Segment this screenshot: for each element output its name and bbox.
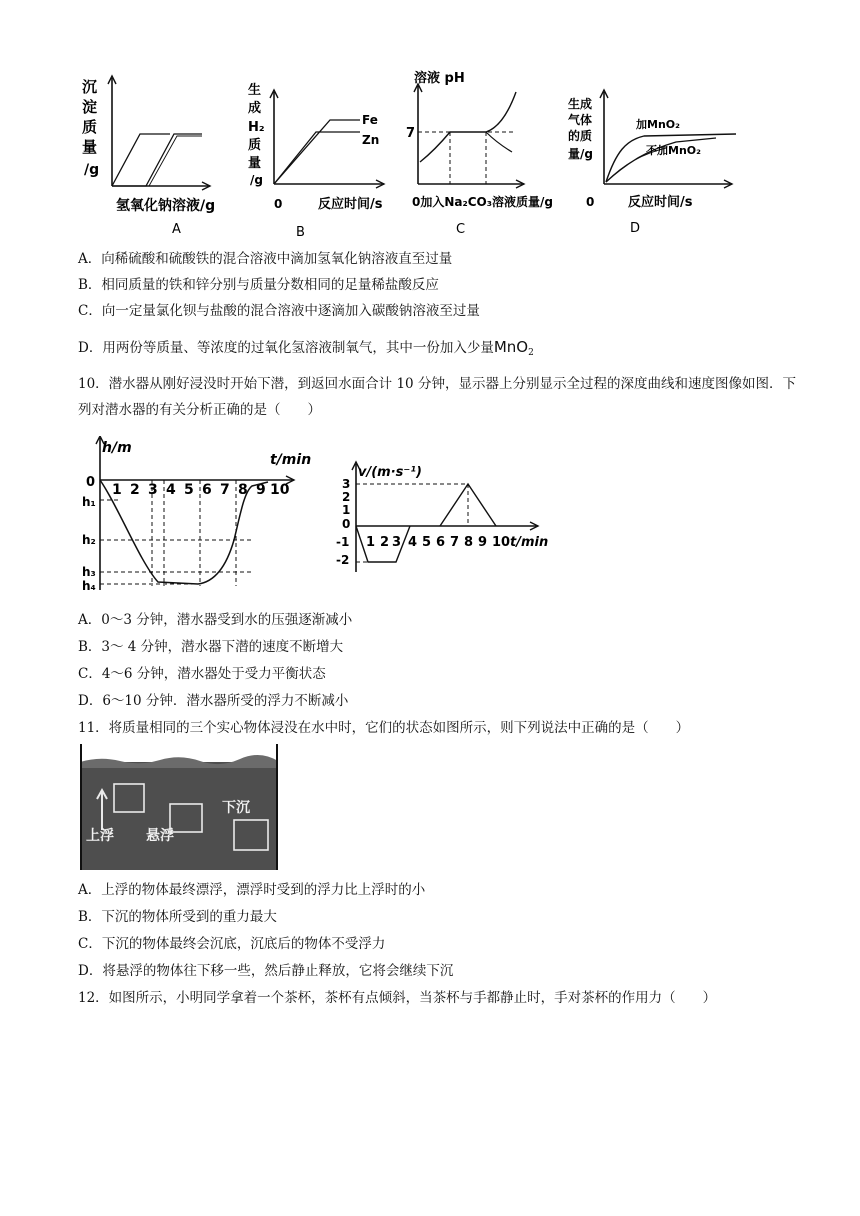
svg-text:5: 5 bbox=[184, 482, 194, 498]
q11-stem: 11．将质量相同的三个实心物体浸没在水中时，它们的状态如图所示，则下列说法中正确的是（ ） bbox=[78, 720, 690, 736]
svg-text:反应时间/s: 反应时间/s bbox=[628, 195, 693, 210]
q9-option-a: A．向稀硫酸和硫酸铁的混合溶液中滴加氢氧化钠溶液直至过量 bbox=[78, 251, 453, 267]
svg-text:h₂: h₂ bbox=[82, 533, 96, 547]
svg-text:2: 2 bbox=[342, 490, 351, 504]
q11-option-c: C．下沉的物体最终会沉底，沉底后的物体不受浮力 bbox=[78, 936, 386, 952]
svg-text:/g: /g bbox=[84, 162, 100, 178]
label-suspend: 悬浮 bbox=[146, 828, 174, 844]
svg-text:v/(m·s⁻¹): v/(m·s⁻¹) bbox=[358, 465, 422, 480]
ph-curve bbox=[420, 92, 516, 162]
svg-text:-1: -1 bbox=[336, 535, 350, 549]
q12-stem: 12．如图所示，小明同学拿着一个茶杯，茶杯有点倾斜，当茶杯与手都静止时，手对茶杯的作用力（ ） bbox=[78, 990, 717, 1006]
svg-text:质: 质 bbox=[248, 138, 262, 153]
q10-depth-graph bbox=[78, 436, 324, 596]
q9-option-b: B．相同质量的铁和锌分别与质量分数相同的足量稀盐酸反应 bbox=[78, 277, 439, 293]
svg-text:生成: 生成 bbox=[568, 97, 593, 111]
svg-text:4: 4 bbox=[166, 482, 176, 498]
q9-option-d: D．用两份等质量、等浓度的过氧化氢溶液制氧气，其中一份加入少量MnO$_2$ bbox=[78, 338, 534, 358]
svg-text:反应时间/s: 反应时间/s bbox=[318, 197, 383, 212]
svg-text:10: 10 bbox=[270, 482, 290, 498]
svg-text:h₁: h₁ bbox=[82, 495, 96, 509]
q11-option-a: A．上浮的物体最终漂浮，漂浮时受到的浮力比上浮时的小 bbox=[78, 882, 426, 898]
svg-text:成: 成 bbox=[248, 101, 262, 116]
svg-text:3: 3 bbox=[342, 477, 351, 491]
svg-text:H₂: H₂ bbox=[248, 120, 265, 135]
caption-a: A bbox=[172, 222, 181, 237]
svg-text:溶液 pH: 溶液 pH bbox=[414, 71, 465, 86]
svg-text:2: 2 bbox=[130, 482, 140, 498]
q10-option-b: B．3～ 4 分钟，潜水器下潜的速度不断增大 bbox=[78, 639, 344, 655]
svg-text:量: 量 bbox=[248, 156, 262, 171]
svg-text:4: 4 bbox=[408, 535, 418, 550]
ylabel-a: 沉 bbox=[82, 78, 98, 96]
svg-text:D: D bbox=[630, 221, 641, 236]
svg-text:7: 7 bbox=[450, 535, 460, 550]
svg-text:1: 1 bbox=[112, 482, 122, 498]
svg-text:0: 0 bbox=[586, 195, 595, 209]
svg-text:5: 5 bbox=[422, 535, 432, 550]
q11-option-d: D．将悬浮的物体往下移一些，然后静止释放，它将会继续下沉 bbox=[78, 963, 454, 979]
svg-text:Zn: Zn bbox=[362, 133, 380, 147]
q10-velocity-graph bbox=[328, 456, 564, 576]
xlabel-a: 氢氧化钠溶液/g bbox=[116, 198, 216, 214]
water bbox=[80, 762, 278, 870]
svg-text:Fe: Fe bbox=[362, 113, 378, 127]
svg-text:8: 8 bbox=[238, 482, 248, 498]
q9-graph-d bbox=[566, 78, 742, 240]
svg-text:7: 7 bbox=[220, 482, 230, 498]
q9-option-c: C．向一定量氯化钡与盐酸的混合溶液中逐滴加入碳酸钠溶液至过量 bbox=[78, 303, 480, 319]
svg-text:9: 9 bbox=[478, 535, 488, 550]
svg-text:1: 1 bbox=[342, 503, 351, 517]
svg-text:7: 7 bbox=[406, 126, 416, 141]
svg-text:h₄: h₄ bbox=[82, 579, 96, 593]
svg-text:3: 3 bbox=[392, 535, 402, 550]
q9-graph-c bbox=[404, 70, 568, 240]
q9-graph-b bbox=[244, 76, 394, 240]
svg-text:0: 0 bbox=[342, 517, 351, 531]
svg-text:h₃: h₃ bbox=[82, 565, 96, 579]
svg-text:0加入Na₂CO₃溶液质量/g: 0加入Na₂CO₃溶液质量/g bbox=[412, 195, 553, 209]
q10-option-c: C．4～6 分钟，潜水器处于受力平衡状态 bbox=[78, 666, 326, 682]
svg-text:1: 1 bbox=[366, 535, 376, 550]
svg-text:B: B bbox=[296, 225, 305, 240]
svg-text:生: 生 bbox=[248, 83, 262, 98]
curve-mno2 bbox=[606, 134, 736, 182]
svg-text:/g: /g bbox=[250, 173, 263, 187]
svg-text:6: 6 bbox=[202, 482, 212, 498]
curve-fe bbox=[274, 120, 360, 184]
svg-text:质: 质 bbox=[82, 118, 98, 136]
svg-text:t/min: t/min bbox=[270, 452, 312, 468]
svg-text:t/min: t/min bbox=[510, 535, 549, 550]
svg-text:加MnO₂: 加MnO₂ bbox=[636, 118, 680, 131]
svg-text:的质: 的质 bbox=[568, 129, 593, 143]
svg-text:6: 6 bbox=[436, 535, 446, 550]
svg-text:不加MnO₂: 不加MnO₂ bbox=[646, 144, 701, 157]
svg-text:9: 9 bbox=[256, 482, 266, 498]
q10-option-a: A．0～3 分钟，潜水器受到水的压强逐渐减小 bbox=[78, 612, 353, 628]
svg-text:0: 0 bbox=[86, 475, 96, 490]
q11-water-tank-figure bbox=[80, 744, 278, 870]
svg-text:h/m: h/m bbox=[102, 440, 132, 456]
q9-graph-a bbox=[78, 70, 226, 240]
svg-text:气体: 气体 bbox=[568, 113, 593, 127]
svg-text:C: C bbox=[456, 222, 466, 237]
svg-text:2: 2 bbox=[380, 535, 390, 550]
svg-text:淀: 淀 bbox=[82, 98, 98, 116]
curve-1 bbox=[112, 134, 170, 186]
q10-stem: 10．潜水器从刚好浸没时开始下潜，到返回水面合计 10 分钟，显示器上分别显示全过程的深度曲线和速度图像如图．下列对潜水器的有关分析正确的是（ ） bbox=[78, 376, 796, 418]
svg-text:量/g: 量/g bbox=[568, 147, 593, 161]
svg-text:量: 量 bbox=[82, 138, 98, 156]
q11-option-b: B．下沉的物体所受到的重力最大 bbox=[78, 909, 277, 925]
q10-option-d: D．6～10 分钟．潜水器所受的浮力不断减小 bbox=[78, 693, 349, 709]
curve-zn bbox=[274, 132, 360, 184]
label-sink: 下沉 bbox=[222, 800, 250, 816]
svg-text:0: 0 bbox=[274, 197, 283, 211]
label-rise: 上浮 bbox=[86, 828, 114, 844]
svg-text:-2: -2 bbox=[336, 553, 350, 567]
svg-text:8: 8 bbox=[464, 535, 474, 550]
svg-text:3: 3 bbox=[148, 482, 158, 498]
svg-text:10: 10 bbox=[492, 535, 511, 550]
